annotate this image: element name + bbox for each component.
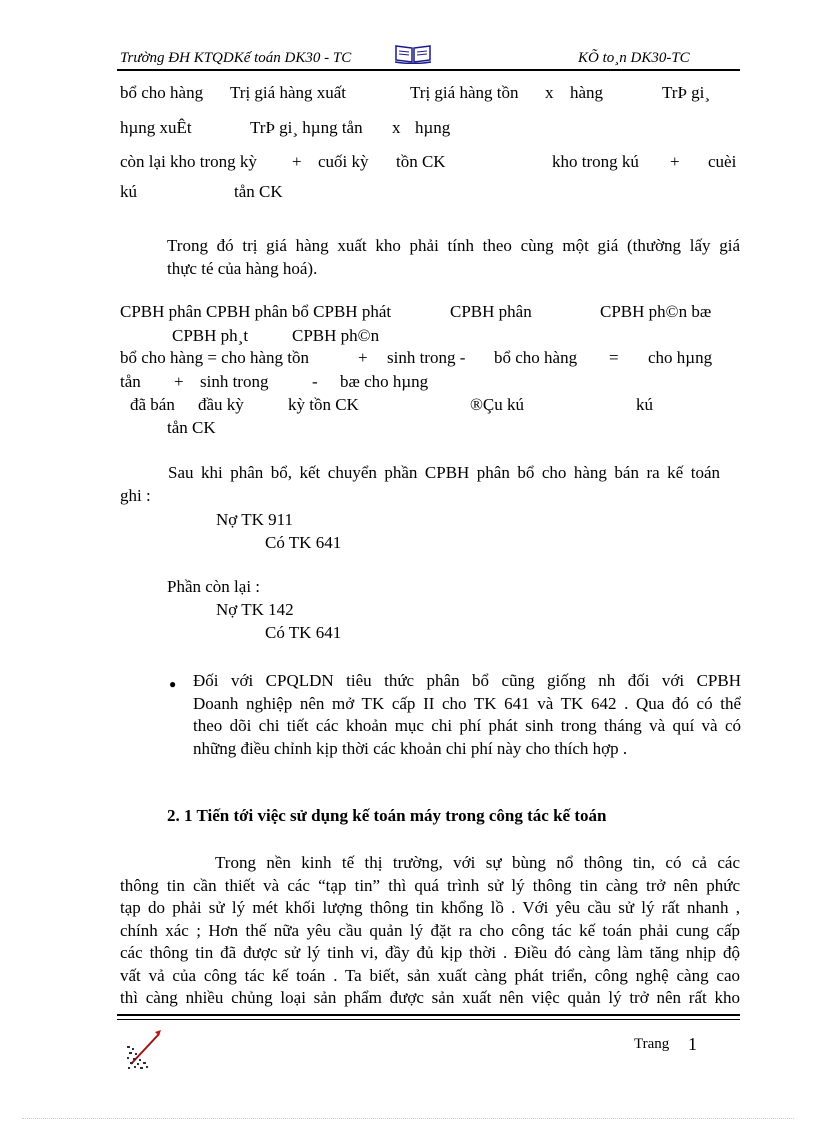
- formula-1-text: hàng: [570, 83, 604, 102]
- formula-1-text: kho trong kú: [552, 152, 639, 171]
- remaining-label: Phần còn lại :: [167, 577, 261, 596]
- formula-1-text: +: [292, 152, 302, 171]
- quill-pen-icon: [125, 1028, 165, 1075]
- formula-2-text: CPBH phân CPBH phân bổ CPBH phát: [120, 302, 392, 321]
- paragraph-line: Đối với CPQLDN tiêu thức phân bổ cũng giống nh đối với CPBH: [193, 671, 741, 690]
- page-bottom-dotted-line: [22, 1118, 794, 1119]
- formula-2-text: +: [358, 348, 368, 367]
- bullet-dot-icon: ●: [169, 677, 177, 691]
- paragraph-line: thực té của hàng hoá).: [167, 258, 318, 278]
- formula-2-text: sinh trong: [200, 372, 269, 391]
- paragraph-line: Trong nền kinh tế thị trường, với sự bùng nổ thông tin, có cả các: [215, 853, 740, 872]
- paragraph-line: ghi :: [120, 485, 151, 505]
- formula-2-text: đã bán: [130, 395, 175, 414]
- page-label: Trang: [634, 1036, 670, 1052]
- formula-2-text: đầu kỳ: [198, 395, 244, 414]
- formula-1-text: tån CK: [234, 182, 283, 201]
- header-rule: [117, 69, 740, 71]
- formula-2-text: CPBH ph¸t: [172, 326, 249, 345]
- formula-2-text: tån CK: [167, 418, 216, 437]
- paragraph-line: các thông tin đã được sử lý tinh vi, đầy đủ kịp thời . Điều đó càng làm tăng nhịp độ: [120, 943, 740, 962]
- formula-1-text: còn lại kho trong kỳ: [120, 152, 257, 171]
- header-left: Trường ĐH KTQDKế toán DK30 - TC: [120, 50, 352, 66]
- formula-1-text: Trị giá hàng tồn: [410, 83, 519, 102]
- formula-1-text: x: [545, 83, 554, 102]
- formula-2-text: sinh trong -: [387, 348, 466, 367]
- formula-1-text: cuèi: [708, 152, 737, 171]
- formula-2-text: ®Çu kú: [470, 395, 525, 414]
- formula-1-text: kú: [120, 182, 137, 201]
- formula-2-text: kú: [636, 395, 653, 414]
- entry-1-credit: Có TK 641: [265, 533, 342, 552]
- paragraph-line: theo dõi chi tiết các khoản mục chi phí phát sinh trong tháng và quí và có: [193, 716, 741, 735]
- paragraph-line: vất vả của công tác kế toán . Ta biết, sản xuất càng phát triển, công nghệ càng cao: [120, 965, 740, 985]
- formula-2-text: bổ cho hàng = cho hàng tồn: [120, 348, 309, 367]
- paragraph-line: thì càng nhiều chủng loại sản phẩm được sản xuất nên việc quản lý trở nên rất kho: [120, 988, 740, 1007]
- paragraph-line: thông tin cần thiết và các “tạp tin” thì quá trình sử lý thông tin càng trở nên phức: [120, 875, 740, 895]
- formula-1-text: x: [392, 118, 401, 137]
- formula-1-text: hµng: [415, 118, 451, 137]
- header-right: KÕ to¸n DK30-TC: [578, 50, 690, 66]
- formula-2-text: tån: [120, 372, 141, 391]
- paragraph-line: chính xác ; Hơn thế nữa yêu cầu quản lý đặt ra cho công tác kế toán phải cung cấp: [120, 920, 740, 940]
- formula-1-text: bổ cho hàng: [120, 83, 204, 102]
- formula-2-text: bæ cho hµng: [340, 372, 429, 391]
- formula-1-text: +: [670, 152, 680, 171]
- book-icon: [394, 42, 432, 69]
- formula-1-text: TrÞ gi¸ hµng tån: [250, 118, 363, 137]
- formula-2-text: CPBH phân: [450, 302, 532, 321]
- formula-1-text: Trị giá hàng xuất: [230, 83, 347, 102]
- paragraph-line: những điều chỉnh kịp thời các khoản chi phí này cho thích hợp .: [193, 738, 628, 758]
- footer-rule-top: [117, 1014, 740, 1016]
- formula-2-text: cho hµng: [648, 348, 713, 367]
- formula-2-text: bổ cho hàng: [494, 348, 578, 367]
- section-heading: 2. 1 Tiến tới việc sử dụng kế toán máy trong công tác kế toán: [167, 806, 607, 825]
- paragraph-line: tạp do phải sử lý mét khối lượng thông tin khổng lồ . Với yêu cầu sử lý rất nhanh ,: [120, 898, 740, 917]
- formula-2-text: =: [609, 348, 619, 367]
- formula-2-text: +: [174, 372, 184, 391]
- paragraph-goods-value: [167, 235, 740, 280]
- entry-2-credit: Có TK 641: [265, 623, 342, 642]
- page-number: 1: [688, 1034, 697, 1054]
- bullet-paragraph: [193, 670, 741, 760]
- paragraph-line: Doanh nghiệp nên mở TK cấp II cho TK 641 và TK 642 . Qua đó có thể: [193, 693, 741, 713]
- entry-1-debit: Nợ TK 911: [216, 510, 293, 529]
- formula-1-text: TrÞ gi¸: [662, 83, 711, 102]
- formula-2-text: -: [312, 372, 318, 391]
- formula-2-text: CPBH ph©n: [292, 326, 380, 345]
- entry-2-debit: Nợ TK 142: [216, 600, 294, 619]
- formula-2-text: kỳ tồn CK: [288, 395, 359, 414]
- formula-2-text: CPBH ph©n bæ: [600, 302, 712, 321]
- paragraph-line: Sau khi phân bổ, kết chuyển phần CPBH phân bổ cho hàng bán ra kế toán: [168, 463, 720, 482]
- paragraph-allocation: [120, 462, 720, 507]
- formula-1-text: hµng xuÊt: [120, 118, 192, 137]
- paragraph-line: Trong đó trị giá hàng xuất kho phải tính theo cùng một giá (thường lấy giá: [167, 236, 740, 255]
- footer-rule-bottom: [117, 1019, 740, 1020]
- formula-1-text: tồn CK: [396, 152, 446, 171]
- formula-1-text: cuối kỳ: [318, 152, 369, 171]
- body-paragraph: [120, 852, 740, 1010]
